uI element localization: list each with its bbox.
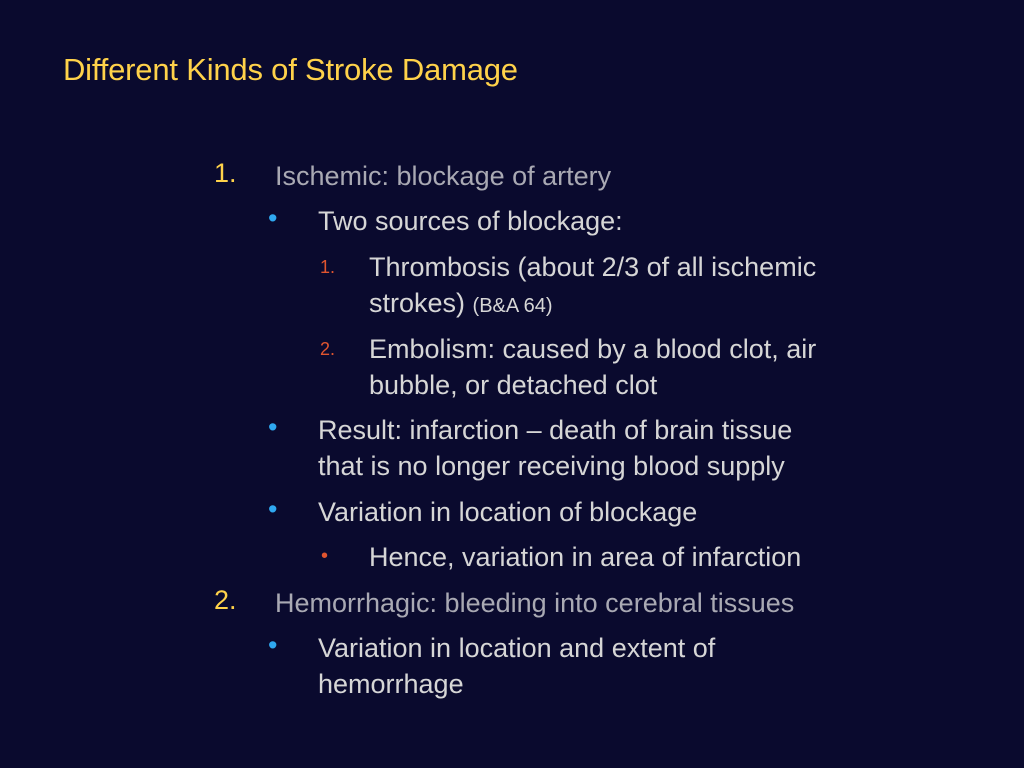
list-item-hemorrhage-extent-line2: hemorrhage [318,669,464,699]
list-item-result-line2: that is no longer receiving blood supply [318,451,785,481]
list-item-thrombosis-line1: Thrombosis (about 2/3 of all ischemic [369,252,817,282]
sublist-number-1: 1. [320,257,336,277]
list-item-variation-location: Variation in location of blockage [318,497,698,527]
list-item-hemorrhage-extent-line1: Variation in location and extent of [318,633,716,663]
sublist-number-2: 2. [320,339,336,359]
list-item-result-line1: Result: infarction – death of brain tissue [318,415,793,445]
list-item-two-sources: Two sources of blockage: [318,206,623,236]
list-item-variation-infarction: Hence, variation in area of infarction [369,542,802,572]
sub-bullet-icon: • [321,545,329,567]
reference-citation: (B&A 64) [472,295,553,317]
list-number-1: 1. [214,158,237,188]
list-item-thrombosis-line2 [369,285,553,324]
bullet-icon: • [268,203,278,233]
list-item-embolism-line1: Embolism: caused by a blood clot, air [369,334,817,364]
bullet-icon: • [268,412,278,442]
list-number-2: 2. [214,585,237,615]
list-item-hemorrhagic: Hemorrhagic: bleeding into cerebral tissues [275,588,795,618]
bullet-icon: • [268,494,278,524]
list-item-embolism-line2: bubble, or detached clot [369,370,658,400]
slide-title: Different Kinds of Stroke Damage [63,52,518,87]
thrombosis-line2-text: strokes) [369,288,473,318]
bullet-icon: • [268,630,278,660]
list-item-ischemic: Ischemic: blockage of artery [275,161,612,191]
